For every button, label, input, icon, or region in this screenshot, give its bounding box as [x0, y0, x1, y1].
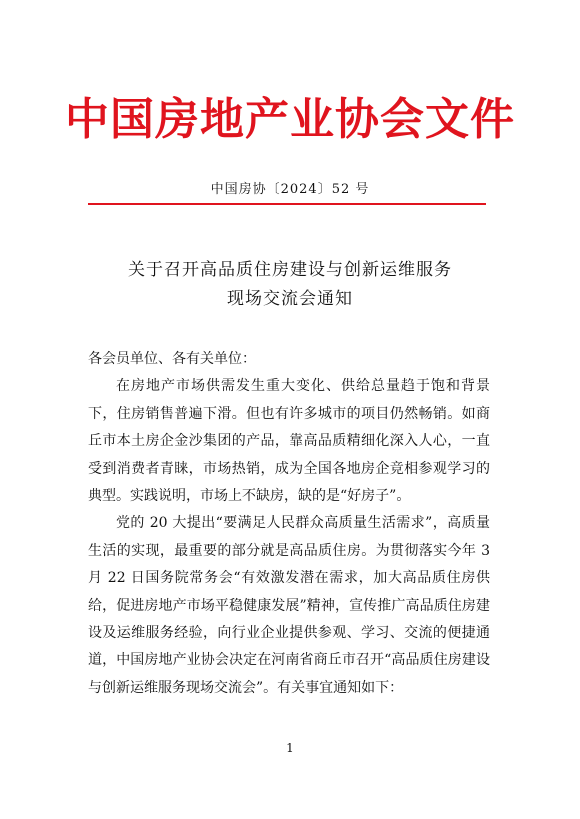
body-paragraph-2: 党的 20 大提出“要满足人民群众高质量生活需求”，高质量生活的实现，最重要的部分就是高品质住房。为贯彻落实今年 3 月 22 日国务院常务会“有效激发潜在需求，加大高品质住房供给，促进房地产市场平稳健康发展”精神，宣传推广高品质住房建设及运维服务经验，向行业企业提供参观、学习、交流的便捷通道，中国房地产业协会决定在河南省商丘市召开“高品质住房建设与创新运维服务现场交流会”。有关事宜通知如下：: [88, 515, 490, 696]
notice-body: [88, 346, 490, 702]
subject-line-2: 现场交流会通知: [227, 289, 353, 309]
document-header-title: 中国房地产业协会文件: [65, 94, 515, 145]
page-number: 1: [286, 741, 294, 755]
body-paragraph-1: 在房地产市场供需发生重大变化、供给总量趋于饱和背景下，住房销售普遍下滑。但也有许多城市的项目仍然畅销。如商丘市本土房企金沙集团的产品，靠高品质精细化深入人心，一直受到消费者青睐，市场热销，成为全国各地房企竞相参观学习的典型。实践说明，市场上不缺房，缺的是“好房子”。: [88, 378, 490, 505]
document-number: 中国房协〔2024〕52 号: [210, 182, 370, 197]
red-divider-line: [88, 203, 486, 205]
notice-subject: [0, 256, 580, 314]
salutation: 各会员单位、各有关单位：: [88, 351, 256, 367]
subject-line-1: 关于召开高品质住房建设与创新运维服务: [128, 260, 452, 280]
